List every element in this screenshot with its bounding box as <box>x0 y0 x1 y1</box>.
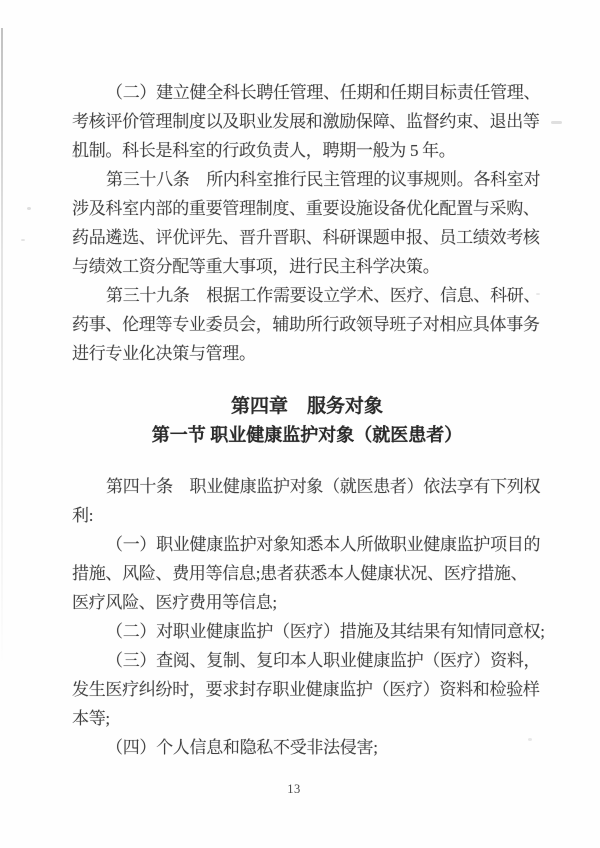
text-line: （二）建立健全科长聘任管理、任期和任期目标责任管理、 <box>106 83 541 102</box>
paragraph <box>72 617 545 646</box>
text-line: 发生医疗纠纷时，要求封存职业健康监护（医疗）资料和检验样 <box>72 680 540 699</box>
scan-artifact <box>21 239 25 241</box>
text-line: 第四十条 职业健康监护对象（就医患者）依法享有下列权 <box>106 477 541 496</box>
paragraph <box>72 165 542 281</box>
section-heading <box>72 421 542 450</box>
text-line: （一）职业健康监护对象知悉本人所做职业健康监护项目的 <box>106 535 541 554</box>
scan-artifact <box>551 121 562 124</box>
paragraph <box>72 281 542 368</box>
text-line: 与绩效工资分配等重大事项，进行民主科学决策。 <box>72 257 440 276</box>
text-line: 第三十八条 所内科室推行民主管理的议事规则。各科室对 <box>106 170 541 189</box>
text-line: （三）查阅、复制、复印本人职业健康监护（医疗）资料， <box>106 651 541 670</box>
paragraph <box>72 646 542 733</box>
text-line: 机制。科长是科室的行政负责人，聘期一般为 5 年。 <box>72 141 456 160</box>
paragraph <box>72 472 542 530</box>
text-line: 涉及科室内部的重要管理制度、重要设施设备优化配置与采购、 <box>72 199 540 218</box>
text-line: 药事、伦理等专业委员会，辅助所行政领导班子对相应具体事务 <box>72 315 540 334</box>
text-line: （四）个人信息和隐私不受非法侵害; <box>106 738 378 757</box>
text-line: （二）对职业健康监护（医疗）措施及其结果有知情同意权; <box>106 622 545 641</box>
text-line: 第三十九条 根据工作需要设立学术、医疗、信息、科研、 <box>106 286 541 305</box>
text-line: 第一节 职业健康监护对象（就医患者） <box>151 425 463 445</box>
chapter-heading <box>72 392 542 421</box>
paragraph <box>72 733 542 762</box>
text-line: 本等; <box>72 709 110 728</box>
text-line: 利: <box>72 506 94 525</box>
page-number: 13 <box>287 782 301 796</box>
scan-edge-artifact <box>1 28 3 668</box>
scan-artifact <box>27 207 31 210</box>
paragraph <box>72 78 542 165</box>
text-line: 进行专业化决策与管理。 <box>72 344 256 363</box>
text-line: 医疗风险、医疗费用等信息; <box>72 593 277 612</box>
text-line: 药品遴选、评优评先、晋升晋职、科研课题申报、员工绩效考核 <box>72 228 540 247</box>
text-line: 考核评价管理制度以及职业发展和激励保障、监督约束、退出等 <box>72 112 540 131</box>
text-block <box>72 78 545 762</box>
text-line: 第四章 服务对象 <box>230 396 383 417</box>
text-line: 措施、风险、费用等信息;患者获悉本人健康状况、医疗措施、 <box>72 564 528 583</box>
paragraph <box>72 530 542 617</box>
